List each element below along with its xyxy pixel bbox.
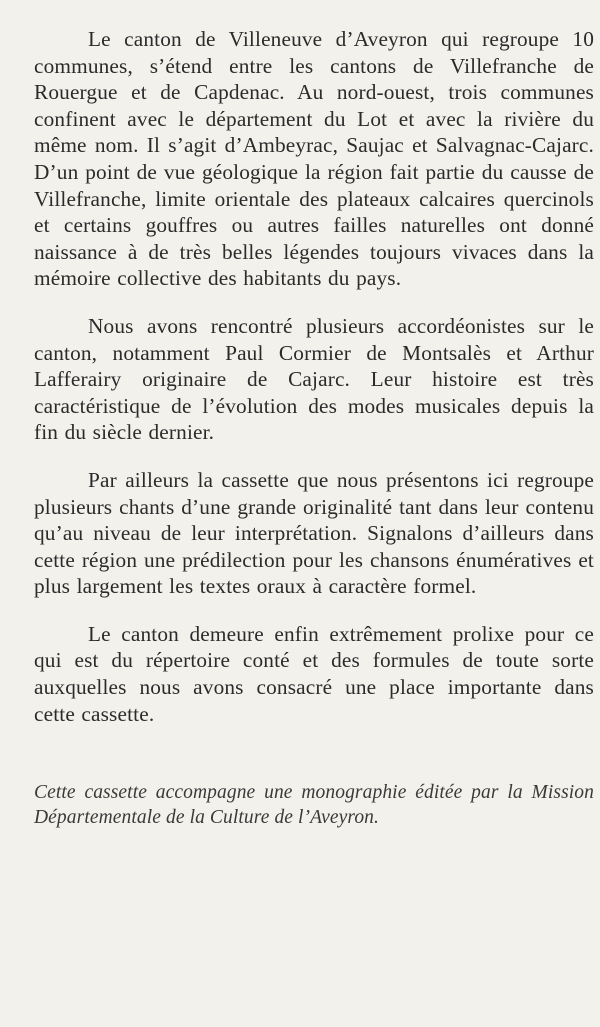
paragraph-accordionists: Nous avons rencontré plusieurs accordéonistes sur le canton, notamment Paul Cormier de Montsalès et Arthur Lafferairy originaire de Cajarc. Leur histoire est très caractéristique de l’évolution des modes musicales depuis la fin du siècle dernier. bbox=[34, 313, 594, 445]
document-page bbox=[34, 26, 594, 830]
paragraph-canton-description: Le canton de Villeneuve d’Aveyron qui regroupe 10 communes, s’étend entre les cantons de Villefranche de Rouergue et de Capdenac. Au nord-ouest, trois communes confinent avec le département du Lot et avec la rivière du même nom. Il s’agit d’Ambeyrac, Saujac et Salvagnac-Cajarc. D’un point de vue géologique la région fait partie du causse de Villefranche, limite orientale des plateaux calcaires quercinols et certains gouffres ou autres failles naturelles ont donné naissance à de très belles légendes toujours vivaces dans la mémoire collective des habitants du pays. bbox=[34, 27, 594, 291]
paragraph-cassette-songs: Par ailleurs la cassette que nous présentons ici regroupe plusieurs chants d’une grande originalité tant dans leur contenu qu’au niveau de leur interprétation. Signalons d’ailleurs dans cette région une prédilection pour les chansons énumératives et plus largement les textes oraux à caractère formel. bbox=[34, 467, 594, 599]
italic-note: Cette cassette accompagne une monographie éditée par la Mission Départementale de la Culture de l’Aveyron. bbox=[34, 782, 594, 828]
paragraph-repertoire: Le canton demeure enfin extrêmement prolixe pour ce qui est du répertoire conté et des formules de toute sorte auxquelles nous avons consacré une place importante dans cette cassette. bbox=[34, 621, 594, 726]
